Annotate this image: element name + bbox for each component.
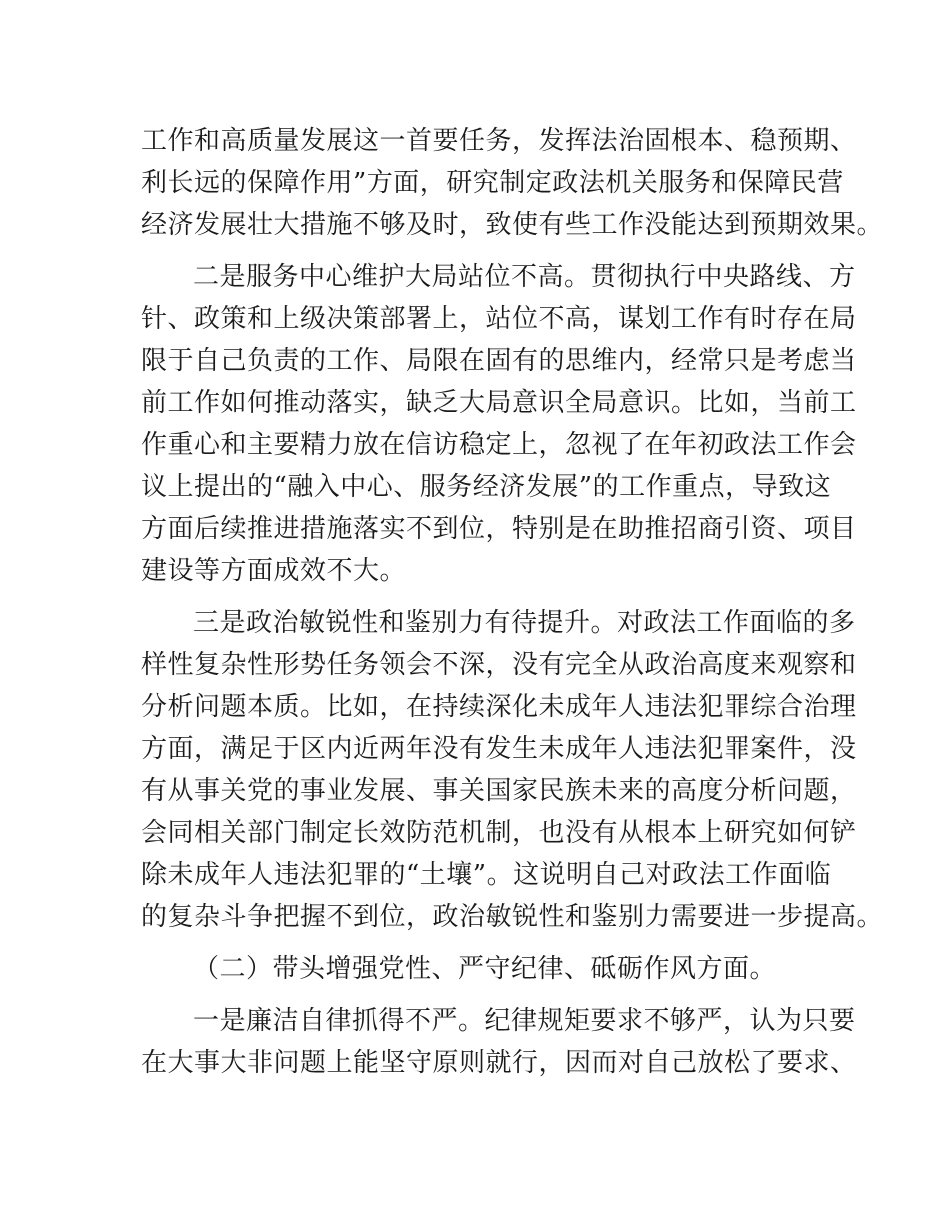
- text-line: 经济发展壮大措施不够及时，致使有些工作没能达到预期效果。: [141, 210, 884, 240]
- paragraph-continuation: [141, 120, 884, 246]
- paragraph-service-center: [141, 256, 857, 592]
- text-line: 针、政策和上级决策部署上，站位不高，谋划工作有时存在局: [141, 304, 857, 334]
- text-line: 建设等方面成效不大。: [141, 556, 407, 586]
- text-line: 分析问题本质。比如，在持续深化未成年人违法犯罪综合治理: [141, 692, 857, 722]
- text-line: 有从事关党的事业发展、事关国家民族未来的高度分析问题，: [141, 776, 857, 806]
- text-line: 三是政治敏锐性和鉴别力有待提升。对政法工作面临的多: [193, 608, 856, 638]
- text-line: 一是廉洁自律抓得不严。纪律规矩要求不够严，认为只要: [193, 1006, 856, 1036]
- text-line: 的复杂斗争把握不到位，政治敏锐性和鉴别力需要进一步提高。: [141, 902, 884, 932]
- text-line: 样性复杂性形势任务领会不深，没有完全从政治高度来观察和: [141, 650, 857, 680]
- text-line: 作重心和主要精力放在信访稳定上，忽视了在年初政法工作会: [141, 430, 857, 460]
- text-line: 在大事大非问题上能坚守原则就行，因而对自己放松了要求、: [141, 1048, 857, 1078]
- text-line: （二）带头增强党性、严守纪律、砥砺作风方面。: [193, 954, 777, 984]
- text-line: 前工作如何推动落实，缺乏大局意识全局意识。比如，当前工: [141, 388, 857, 418]
- text-line: 方面后续推进措施落实不到位，特别是在助推招商引资、项目: [141, 514, 857, 544]
- text-line: 工作和高质量发展这一首要任务，发挥法治固根本、稳预期、: [141, 126, 857, 156]
- document-body: [141, 120, 884, 1094]
- text-line: 方面，满足于区内近两年没有发生未成年人违法犯罪案件，没: [141, 734, 857, 764]
- text-line: 会同相关部门制定长效防范机制，也没有从根本上研究如何铲: [141, 818, 857, 848]
- text-line: 二是服务中心维护大局站位不高。贯彻执行中央路线、方: [193, 262, 856, 292]
- text-line: 限于自己负责的工作、局限在固有的思维内，经常只是考虑当: [141, 346, 857, 376]
- paragraph-political-sensitivity: [141, 602, 884, 938]
- section-heading: [141, 948, 821, 990]
- paragraph-integrity: [141, 1000, 857, 1084]
- text-line: 除未成年人违法犯罪的“土壤”。这说明自己对政法工作面临: [141, 860, 832, 890]
- text-line: 议上提出的“融入中心、服务经济发展”的工作重点，导致这: [141, 472, 832, 502]
- text-line: 利长远的保障作用”方面，研究制定政法机关服务和保障民营: [141, 168, 844, 198]
